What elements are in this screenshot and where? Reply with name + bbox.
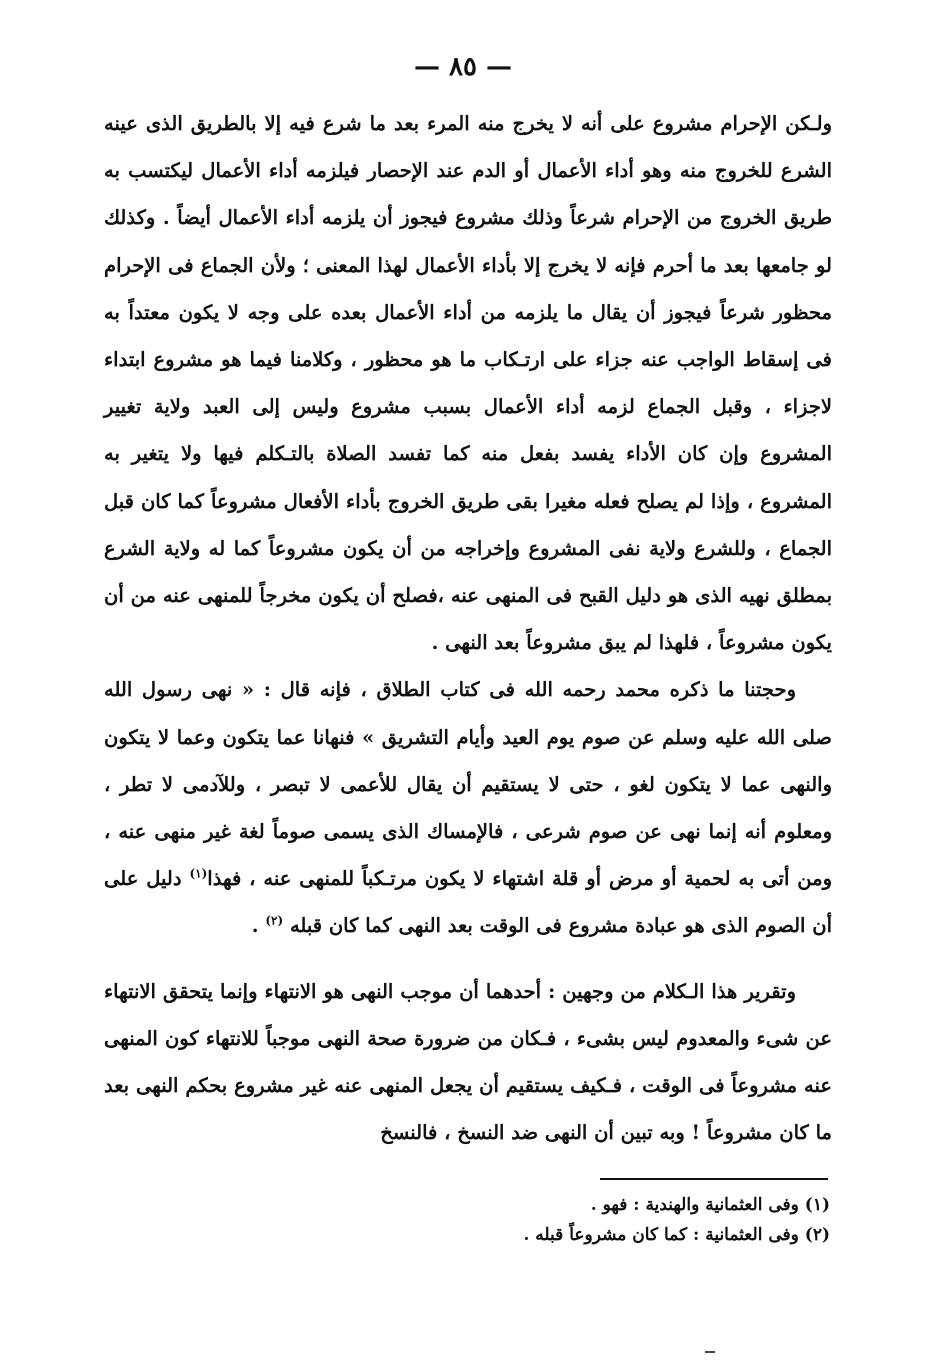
scan-speck [705, 1351, 715, 1353]
footnote-divider [600, 1178, 828, 1180]
footnote-2: (٢) وفى العثمانية : كما كان مشروعاً قبله . [523, 1225, 830, 1245]
paragraph-spacer [104, 950, 832, 968]
paragraph-2 [104, 666, 832, 949]
footnote-ref-2: (٢) [265, 913, 284, 928]
page-number: — ٨٥ — [413, 52, 513, 82]
footnote-1: (١) وفى العثمانية والهندية : فهو . [590, 1195, 830, 1215]
paragraph-2-end-mark: . [251, 914, 259, 938]
paragraph-2-text: وحجتنا ما ذكره محمد رحمه الله فى كتاب الطلاق ، فإنه قال : « نهى رسول الله صلى الله عليه وسلم عن صوم يوم العيد وأيام التشريق » فنهانا عما يتكون وعما لا يتكون والنهى عما لا يتكون لغو ، حتى لا يستقيم أن يقال للأعمى لا تبصر ، وللآدمى لا تطر ، ومعلوم أنه إنما نهى عن صوم شرعى ، فالإمساك الذى يسمى صوماً لغة غير منهى عنه ، ومن أتى به لحمية أو مرض أو قلة اشتهاء لا يكون مرتـكباً للمنهى عنه ، فهذا [104, 678, 832, 891]
paragraph-1: ولـكن الإحرام مشروع على أنه لا يخرج منه المرء بعد ما شرع فيه إلا بالطريق الذى عينه الشرع للخروج منه وهو أداء الأعمال أو الدم عند الإحصار فيلزمه أداء الأعمال ليكتسب به طريق الخروج من الإحرام شرعاً وذلك مشروع فيجوز أن يلزمه أداء الأعمال أيضاً . وكذلك لو جامعها بعد ما أحرم فإنه لا يخرج إلا بأداء الأعمال لهذا المعنى ؛ ولأن الجماع فى الإحرام محظور شرعاً فيجوز أن يقال ما يلزمه من أداء الأعمال بعده على وجه لا يكون معتداً به فى إسقاط الواجب عنه جزاء على ارتـكاب ما هو محظور ، وكلامنا فيما هو مشروع ابتداء لاجزاء ، وقبل الجماع لزمه أداء الأعمال بسبب مشروع وليس إلى العبد ولاية تغيير المشروع وإن كان الأداء يفسد بفعل منه كما تفسد الصلاة بالتـكلم فيها ولا يتغير به المشروع ، وإذا لم يصلح فعله مغيرا بقى طريق الخروج بأداء الأفعال مشروعاً كما كان قبل الجماع ، وللشرع ولاية نفى المشروع وإخراجه من أن يكون مشروعاً كما له ولاية الشرع بمطلق نهيه الذى هو دليل القبح فى المنهى عنه ،فصلح أن يكون مخرجاً للمنهى عنه من أن يكون مشروعاً ، فلهذا لم يبق مشروعاً بعد النهى . [104, 112, 832, 655]
footnotes [380, 1190, 830, 1250]
paragraph-3: وتقرير هذا الـكلام من وجهين : أحدهما أن موجب النهى هو الانتهاء وإنما يتحقق الانتهاء عن شىء والمعدوم ليس بشىء ، فـكان من ضرورة صحة النهى موجباً للانتهاء كون المنهى عنه مشروعاً فى الوقت ، فـكيف يستقيم أن يجعل المنهى عنه غير مشروع بحكم النهى بعد ما كان مشروعاً ! وبه تبين أن النهى ضد النسخ ، فالنسخ [104, 979, 832, 1145]
main-text [104, 100, 832, 1156]
paragraph-2-continued: دليل على أن الصوم الذى هو عبادة مشروع فى الوقت بعد النهى كما كان قبله [104, 867, 832, 938]
footnote-ref-1: (١) [189, 866, 208, 881]
